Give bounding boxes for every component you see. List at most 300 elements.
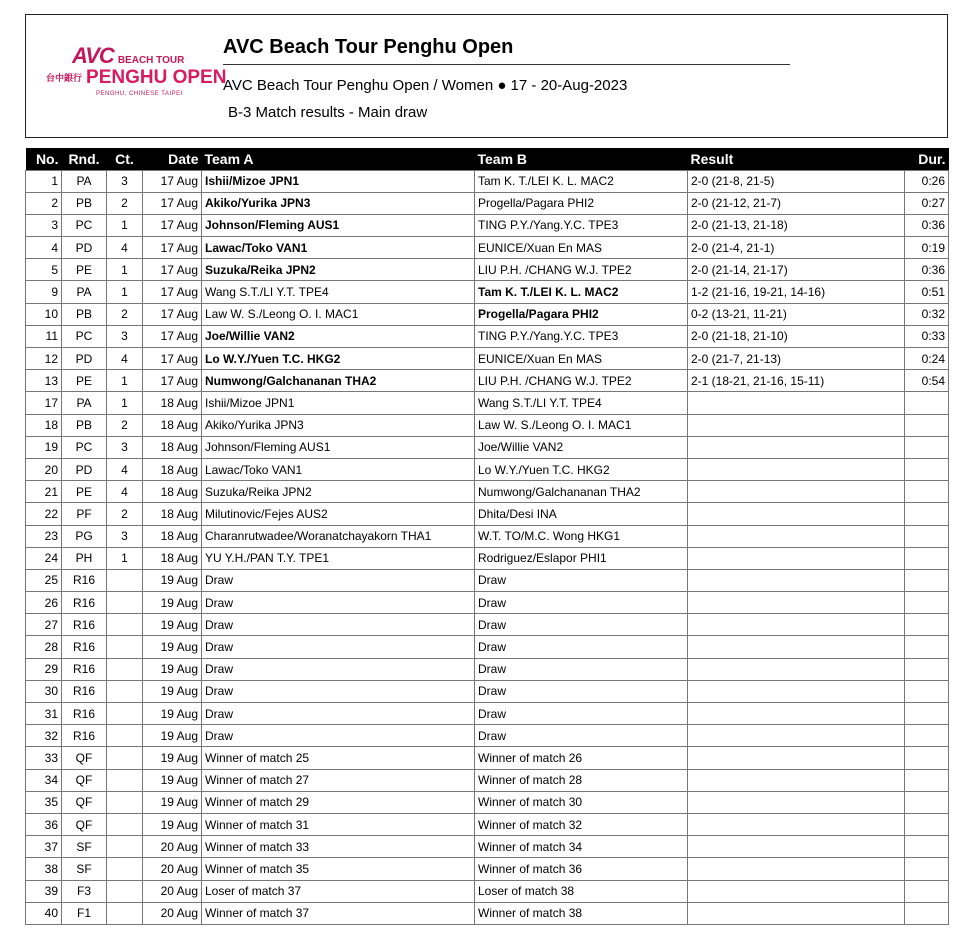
- cell-team-a: Akiko/Yurika JPN3: [202, 192, 475, 214]
- cell-team-a: Draw: [202, 703, 475, 725]
- cell-result: 2-0 (21-13, 21-18): [688, 214, 905, 236]
- cell-duration: [905, 725, 949, 747]
- table-row: [26, 392, 949, 414]
- cell-match-number: 10: [26, 303, 62, 325]
- cell-date: 17 Aug: [143, 192, 202, 214]
- cell-team-b: Winner of match 32: [475, 813, 688, 835]
- table-row: [26, 858, 949, 880]
- header-box: [25, 14, 948, 138]
- cell-date: 19 Aug: [143, 658, 202, 680]
- cell-team-b: Draw: [475, 569, 688, 591]
- table-row: [26, 214, 949, 236]
- cell-court: [107, 636, 143, 658]
- cell-team-b: LIU P.H. /CHANG W.J. TPE2: [475, 370, 688, 392]
- cell-duration: [905, 658, 949, 680]
- cell-result: 2-1 (18-21, 21-16, 15-11): [688, 370, 905, 392]
- cell-date: 17 Aug: [143, 214, 202, 236]
- cell-match-number: 39: [26, 880, 62, 902]
- cell-team-b: Tam K. T./LEI K. L. MAC2: [475, 170, 688, 192]
- cell-result: 2-0 (21-8, 21-5): [688, 170, 905, 192]
- cell-team-a: Winner of match 31: [202, 813, 475, 835]
- table-row: [26, 281, 949, 303]
- cell-court: 1: [107, 392, 143, 414]
- cell-result: [688, 725, 905, 747]
- cell-team-b: LIU P.H. /CHANG W.J. TPE2: [475, 259, 688, 281]
- cell-team-b: Winner of match 38: [475, 902, 688, 924]
- table-row: [26, 348, 949, 370]
- cell-result: [688, 436, 905, 458]
- cell-date: 20 Aug: [143, 858, 202, 880]
- cell-duration: [905, 436, 949, 458]
- cell-team-a: Akiko/Yurika JPN3: [202, 414, 475, 436]
- cell-court: 2: [107, 503, 143, 525]
- title-divider: [223, 64, 790, 65]
- cell-court: [107, 791, 143, 813]
- cell-team-a: Suzuka/Reika JPN2: [202, 259, 475, 281]
- cell-team-b: Dhita/Desi INA: [475, 503, 688, 525]
- cell-round: R16: [62, 703, 107, 725]
- cell-date: 18 Aug: [143, 547, 202, 569]
- cell-team-a: Loser of match 37: [202, 880, 475, 902]
- cell-duration: 0:24: [905, 348, 949, 370]
- cell-round: PC: [62, 214, 107, 236]
- cell-round: PA: [62, 281, 107, 303]
- cell-date: 19 Aug: [143, 592, 202, 614]
- cell-duration: [905, 569, 949, 591]
- cell-team-a: Winner of match 37: [202, 902, 475, 924]
- cell-round: PE: [62, 259, 107, 281]
- table-row: [26, 237, 949, 259]
- cell-team-a: Winner of match 35: [202, 858, 475, 880]
- cell-round: PB: [62, 192, 107, 214]
- cell-court: [107, 880, 143, 902]
- cell-result: [688, 525, 905, 547]
- cell-duration: 0:51: [905, 281, 949, 303]
- cell-team-a: YU Y.H./PAN T.Y. TPE1: [202, 547, 475, 569]
- table-row: [26, 414, 949, 436]
- table-row: [26, 880, 949, 902]
- cell-duration: [905, 614, 949, 636]
- cell-match-number: 21: [26, 481, 62, 503]
- cell-team-a: Draw: [202, 569, 475, 591]
- cell-court: 1: [107, 370, 143, 392]
- cell-court: [107, 569, 143, 591]
- cell-date: 19 Aug: [143, 769, 202, 791]
- cell-court: [107, 747, 143, 769]
- cell-court: 4: [107, 481, 143, 503]
- cell-round: R16: [62, 658, 107, 680]
- cell-team-b: Law W. S./Leong O. I. MAC1: [475, 414, 688, 436]
- cell-match-number: 34: [26, 769, 62, 791]
- cell-date: 17 Aug: [143, 370, 202, 392]
- cell-team-a: Draw: [202, 725, 475, 747]
- cell-court: [107, 680, 143, 702]
- cell-team-a: Winner of match 29: [202, 791, 475, 813]
- cell-team-a: Draw: [202, 680, 475, 702]
- cell-date: 17 Aug: [143, 281, 202, 303]
- cell-match-number: 19: [26, 436, 62, 458]
- cell-result: [688, 503, 905, 525]
- cell-round: R16: [62, 725, 107, 747]
- cell-date: 19 Aug: [143, 614, 202, 636]
- table-row: [26, 636, 949, 658]
- cell-match-number: 33: [26, 747, 62, 769]
- cell-team-b: Winner of match 26: [475, 747, 688, 769]
- cell-court: [107, 813, 143, 835]
- cell-team-a: Winner of match 33: [202, 836, 475, 858]
- col-header-team-a: Team A: [204, 150, 254, 167]
- cell-date: 19 Aug: [143, 725, 202, 747]
- cell-court: 3: [107, 325, 143, 347]
- cell-result: [688, 769, 905, 791]
- cell-duration: [905, 458, 949, 480]
- cell-result: [688, 858, 905, 880]
- cell-round: PD: [62, 458, 107, 480]
- cell-duration: [905, 836, 949, 858]
- cell-result: [688, 703, 905, 725]
- cell-duration: 0:36: [905, 259, 949, 281]
- cell-round: PA: [62, 392, 107, 414]
- cell-result: 2-0 (21-4, 21-1): [688, 237, 905, 259]
- cell-match-number: 3: [26, 214, 62, 236]
- cell-match-number: 38: [26, 858, 62, 880]
- cell-team-b: Rodriguez/Eslapor PHI1: [475, 547, 688, 569]
- cell-round: QF: [62, 769, 107, 791]
- cell-team-b: Lo W.Y./Yuen T.C. HKG2: [475, 458, 688, 480]
- cell-team-b: Draw: [475, 680, 688, 702]
- cell-team-a: Joe/Willie VAN2: [202, 325, 475, 347]
- cell-team-b: Progella/Pagara PHI2: [475, 303, 688, 325]
- logo-location-text: PENGHU, CHINESE TAIPEI: [96, 91, 183, 97]
- col-header-duration: Dur.: [918, 150, 946, 167]
- cell-match-number: 9: [26, 281, 62, 303]
- cell-result: [688, 392, 905, 414]
- cell-result: [688, 547, 905, 569]
- cell-team-a: Charanrutwadee/Woranatchayakorn THA1: [202, 525, 475, 547]
- cell-result: [688, 636, 905, 658]
- table-row: [26, 503, 949, 525]
- table-row: [26, 192, 949, 214]
- cell-court: 3: [107, 170, 143, 192]
- cell-date: 18 Aug: [143, 392, 202, 414]
- cell-team-a: Draw: [202, 658, 475, 680]
- cell-team-b: Joe/Willie VAN2: [475, 436, 688, 458]
- page-title: AVC Beach Tour Penghu Open: [223, 36, 514, 58]
- cell-round: PF: [62, 503, 107, 525]
- cell-team-a: Wang S.T./LI Y.T. TPE4: [202, 281, 475, 303]
- cell-team-b: TING P.Y./Yang.Y.C. TPE3: [475, 214, 688, 236]
- cell-match-number: 29: [26, 658, 62, 680]
- table-row: [26, 303, 949, 325]
- cell-court: 2: [107, 192, 143, 214]
- cell-match-number: 17: [26, 392, 62, 414]
- cell-result: 2-0 (21-18, 21-10): [688, 325, 905, 347]
- cell-duration: [905, 392, 949, 414]
- cell-match-number: 23: [26, 525, 62, 547]
- cell-round: SF: [62, 836, 107, 858]
- cell-date: 19 Aug: [143, 747, 202, 769]
- cell-date: 18 Aug: [143, 436, 202, 458]
- cell-date: 19 Aug: [143, 680, 202, 702]
- cell-duration: 0:32: [905, 303, 949, 325]
- cell-date: 18 Aug: [143, 525, 202, 547]
- col-header-date: Date: [168, 150, 199, 167]
- cell-court: 4: [107, 458, 143, 480]
- cell-round: R16: [62, 592, 107, 614]
- cell-duration: [905, 813, 949, 835]
- col-header-court: Ct.: [115, 150, 134, 167]
- cell-result: 1-2 (21-16, 19-21, 14-16): [688, 281, 905, 303]
- cell-team-b: W.T. TO/M.C. Wong HKG1: [475, 525, 688, 547]
- table-row: [26, 769, 949, 791]
- cell-round: PE: [62, 370, 107, 392]
- table-row: [26, 614, 949, 636]
- cell-team-a: Draw: [202, 636, 475, 658]
- cell-team-b: Draw: [475, 725, 688, 747]
- cell-result: [688, 836, 905, 858]
- table-row: [26, 547, 949, 569]
- cell-result: [688, 747, 905, 769]
- cell-date: 17 Aug: [143, 325, 202, 347]
- cell-date: 18 Aug: [143, 503, 202, 525]
- cell-court: [107, 614, 143, 636]
- cell-match-number: 32: [26, 725, 62, 747]
- table-row: [26, 325, 949, 347]
- cell-result: [688, 902, 905, 924]
- cell-match-number: 36: [26, 813, 62, 835]
- cell-result: [688, 458, 905, 480]
- cell-date: 17 Aug: [143, 237, 202, 259]
- cell-duration: [905, 636, 949, 658]
- cell-result: [688, 880, 905, 902]
- cell-round: PH: [62, 547, 107, 569]
- cell-result: [688, 614, 905, 636]
- cell-round: R16: [62, 636, 107, 658]
- logo-penghu-text: 台中銀行 PENGHU OPEN: [46, 67, 227, 88]
- cell-team-a: Winner of match 27: [202, 769, 475, 791]
- table-row: [26, 791, 949, 813]
- cell-duration: [905, 858, 949, 880]
- cell-match-number: 5: [26, 259, 62, 281]
- cell-duration: [905, 547, 949, 569]
- col-header-no: No.: [35, 150, 59, 167]
- cell-court: 3: [107, 525, 143, 547]
- table-row: [26, 170, 949, 192]
- cell-court: 3: [107, 436, 143, 458]
- cell-duration: [905, 880, 949, 902]
- section-title: B-3 Match results - Main draw: [228, 104, 428, 121]
- cell-team-a: Johnson/Fleming AUS1: [202, 436, 475, 458]
- cell-round: PB: [62, 303, 107, 325]
- cell-team-b: Numwong/Galchananan THA2: [475, 481, 688, 503]
- cell-court: [107, 902, 143, 924]
- cell-result: [688, 592, 905, 614]
- table-row: [26, 680, 949, 702]
- cell-match-number: 27: [26, 614, 62, 636]
- cell-match-number: 13: [26, 370, 62, 392]
- cell-team-a: Draw: [202, 614, 475, 636]
- cell-date: 20 Aug: [143, 902, 202, 924]
- cell-match-number: 4: [26, 237, 62, 259]
- cell-team-a: Johnson/Fleming AUS1: [202, 214, 475, 236]
- table-row: [26, 592, 949, 614]
- cell-match-number: 35: [26, 791, 62, 813]
- cell-court: 1: [107, 214, 143, 236]
- cell-date: 19 Aug: [143, 569, 202, 591]
- cell-duration: [905, 703, 949, 725]
- cell-court: 4: [107, 348, 143, 370]
- cell-duration: 0:19: [905, 237, 949, 259]
- page-subtitle: AVC Beach Tour Penghu Open / Women ● 17 - 20-Aug-2023: [223, 77, 628, 94]
- cell-result: [688, 414, 905, 436]
- col-header-round: Rnd.: [68, 150, 100, 167]
- cell-date: 20 Aug: [143, 836, 202, 858]
- cell-team-a: Lawac/Toko VAN1: [202, 458, 475, 480]
- cell-match-number: 25: [26, 569, 62, 591]
- cell-court: [107, 592, 143, 614]
- cell-court: [107, 858, 143, 880]
- cell-court: [107, 725, 143, 747]
- cell-round: R16: [62, 614, 107, 636]
- col-header-team-b: Team B: [477, 150, 528, 167]
- cell-date: 19 Aug: [143, 813, 202, 835]
- col-header-result: Result: [690, 150, 734, 167]
- cell-round: PB: [62, 414, 107, 436]
- cell-round: F3: [62, 880, 107, 902]
- cell-team-b: Tam K. T./LEI K. L. MAC2: [475, 281, 688, 303]
- cell-date: 17 Aug: [143, 170, 202, 192]
- cell-court: 1: [107, 259, 143, 281]
- table-row: [26, 747, 949, 769]
- cell-result: [688, 658, 905, 680]
- cell-team-a: Ishii/Mizoe JPN1: [202, 392, 475, 414]
- cell-court: 1: [107, 281, 143, 303]
- cell-court: 2: [107, 303, 143, 325]
- cell-date: 17 Aug: [143, 303, 202, 325]
- cell-round: PA: [62, 170, 107, 192]
- cell-date: 19 Aug: [143, 791, 202, 813]
- cell-match-number: 26: [26, 592, 62, 614]
- cell-round: PC: [62, 436, 107, 458]
- cell-court: 1: [107, 547, 143, 569]
- cell-round: F1: [62, 902, 107, 924]
- cell-team-b: TING P.Y./Yang.Y.C. TPE3: [475, 325, 688, 347]
- cell-team-a: Ishii/Mizoe JPN1: [202, 170, 475, 192]
- cell-round: QF: [62, 747, 107, 769]
- cell-match-number: 22: [26, 503, 62, 525]
- cell-match-number: 40: [26, 902, 62, 924]
- cell-team-b: Winner of match 34: [475, 836, 688, 858]
- cell-duration: [905, 791, 949, 813]
- table-row: [26, 902, 949, 924]
- cell-match-number: 12: [26, 348, 62, 370]
- cell-date: 17 Aug: [143, 259, 202, 281]
- cell-team-a: Lawac/Toko VAN1: [202, 237, 475, 259]
- cell-team-b: Draw: [475, 703, 688, 725]
- cell-team-b: Loser of match 38: [475, 880, 688, 902]
- cell-court: [107, 703, 143, 725]
- cell-duration: 0:27: [905, 192, 949, 214]
- match-results-table: [25, 148, 949, 925]
- cell-round: QF: [62, 791, 107, 813]
- cell-duration: 0:36: [905, 214, 949, 236]
- cell-team-a: Lo W.Y./Yuen T.C. HKG2: [202, 348, 475, 370]
- cell-court: [107, 769, 143, 791]
- cell-team-b: Progella/Pagara PHI2: [475, 192, 688, 214]
- table-row: [26, 658, 949, 680]
- cell-team-b: Winner of match 36: [475, 858, 688, 880]
- cell-date: 17 Aug: [143, 348, 202, 370]
- table-row: [26, 813, 949, 835]
- cell-team-b: Draw: [475, 592, 688, 614]
- cell-team-b: Winner of match 30: [475, 791, 688, 813]
- cell-match-number: 28: [26, 636, 62, 658]
- cell-team-b: Draw: [475, 614, 688, 636]
- cell-team-b: Winner of match 28: [475, 769, 688, 791]
- cell-date: 18 Aug: [143, 481, 202, 503]
- cell-result: [688, 680, 905, 702]
- logo-avc-text: AVC BEACH TOUR: [72, 43, 185, 68]
- table-row: [26, 436, 949, 458]
- cell-team-b: Draw: [475, 636, 688, 658]
- cell-result: 2-0 (21-14, 21-17): [688, 259, 905, 281]
- cell-match-number: 30: [26, 680, 62, 702]
- cell-result: [688, 569, 905, 591]
- cell-team-b: EUNICE/Xuan En MAS: [475, 348, 688, 370]
- cell-duration: [905, 680, 949, 702]
- cell-team-a: Law W. S./Leong O. I. MAC1: [202, 303, 475, 325]
- cell-round: PD: [62, 237, 107, 259]
- table-row: [26, 569, 949, 591]
- cell-round: QF: [62, 813, 107, 835]
- cell-team-a: Milutinovic/Fejes AUS2: [202, 503, 475, 525]
- cell-team-a: Suzuka/Reika JPN2: [202, 481, 475, 503]
- cell-team-b: Wang S.T./LI Y.T. TPE4: [475, 392, 688, 414]
- cell-result: [688, 813, 905, 835]
- cell-result: 2-0 (21-7, 21-13): [688, 348, 905, 370]
- penghu-open-logo: [46, 43, 227, 105]
- table-row: [26, 370, 949, 392]
- cell-duration: 0:54: [905, 370, 949, 392]
- cell-duration: [905, 503, 949, 525]
- cell-result: [688, 791, 905, 813]
- cell-team-a: Numwong/Galchananan THA2: [202, 370, 475, 392]
- table-row: [26, 259, 949, 281]
- cell-team-a: Draw: [202, 592, 475, 614]
- cell-match-number: 2: [26, 192, 62, 214]
- cell-date: 18 Aug: [143, 414, 202, 436]
- cell-date: 19 Aug: [143, 636, 202, 658]
- cell-date: 18 Aug: [143, 458, 202, 480]
- cell-duration: [905, 525, 949, 547]
- cell-match-number: 1: [26, 170, 62, 192]
- table-row: [26, 836, 949, 858]
- cell-round: R16: [62, 680, 107, 702]
- cell-result: [688, 481, 905, 503]
- cell-match-number: 31: [26, 703, 62, 725]
- cell-match-number: 37: [26, 836, 62, 858]
- cell-team-b: Draw: [475, 658, 688, 680]
- table-row: [26, 525, 949, 547]
- cell-round: PG: [62, 525, 107, 547]
- cell-duration: [905, 481, 949, 503]
- cell-result: 2-0 (21-12, 21-7): [688, 192, 905, 214]
- cell-team-a: Winner of match 25: [202, 747, 475, 769]
- table-row: [26, 481, 949, 503]
- cell-result: 0-2 (13-21, 11-21): [688, 303, 905, 325]
- cell-match-number: 24: [26, 547, 62, 569]
- table-row: [26, 458, 949, 480]
